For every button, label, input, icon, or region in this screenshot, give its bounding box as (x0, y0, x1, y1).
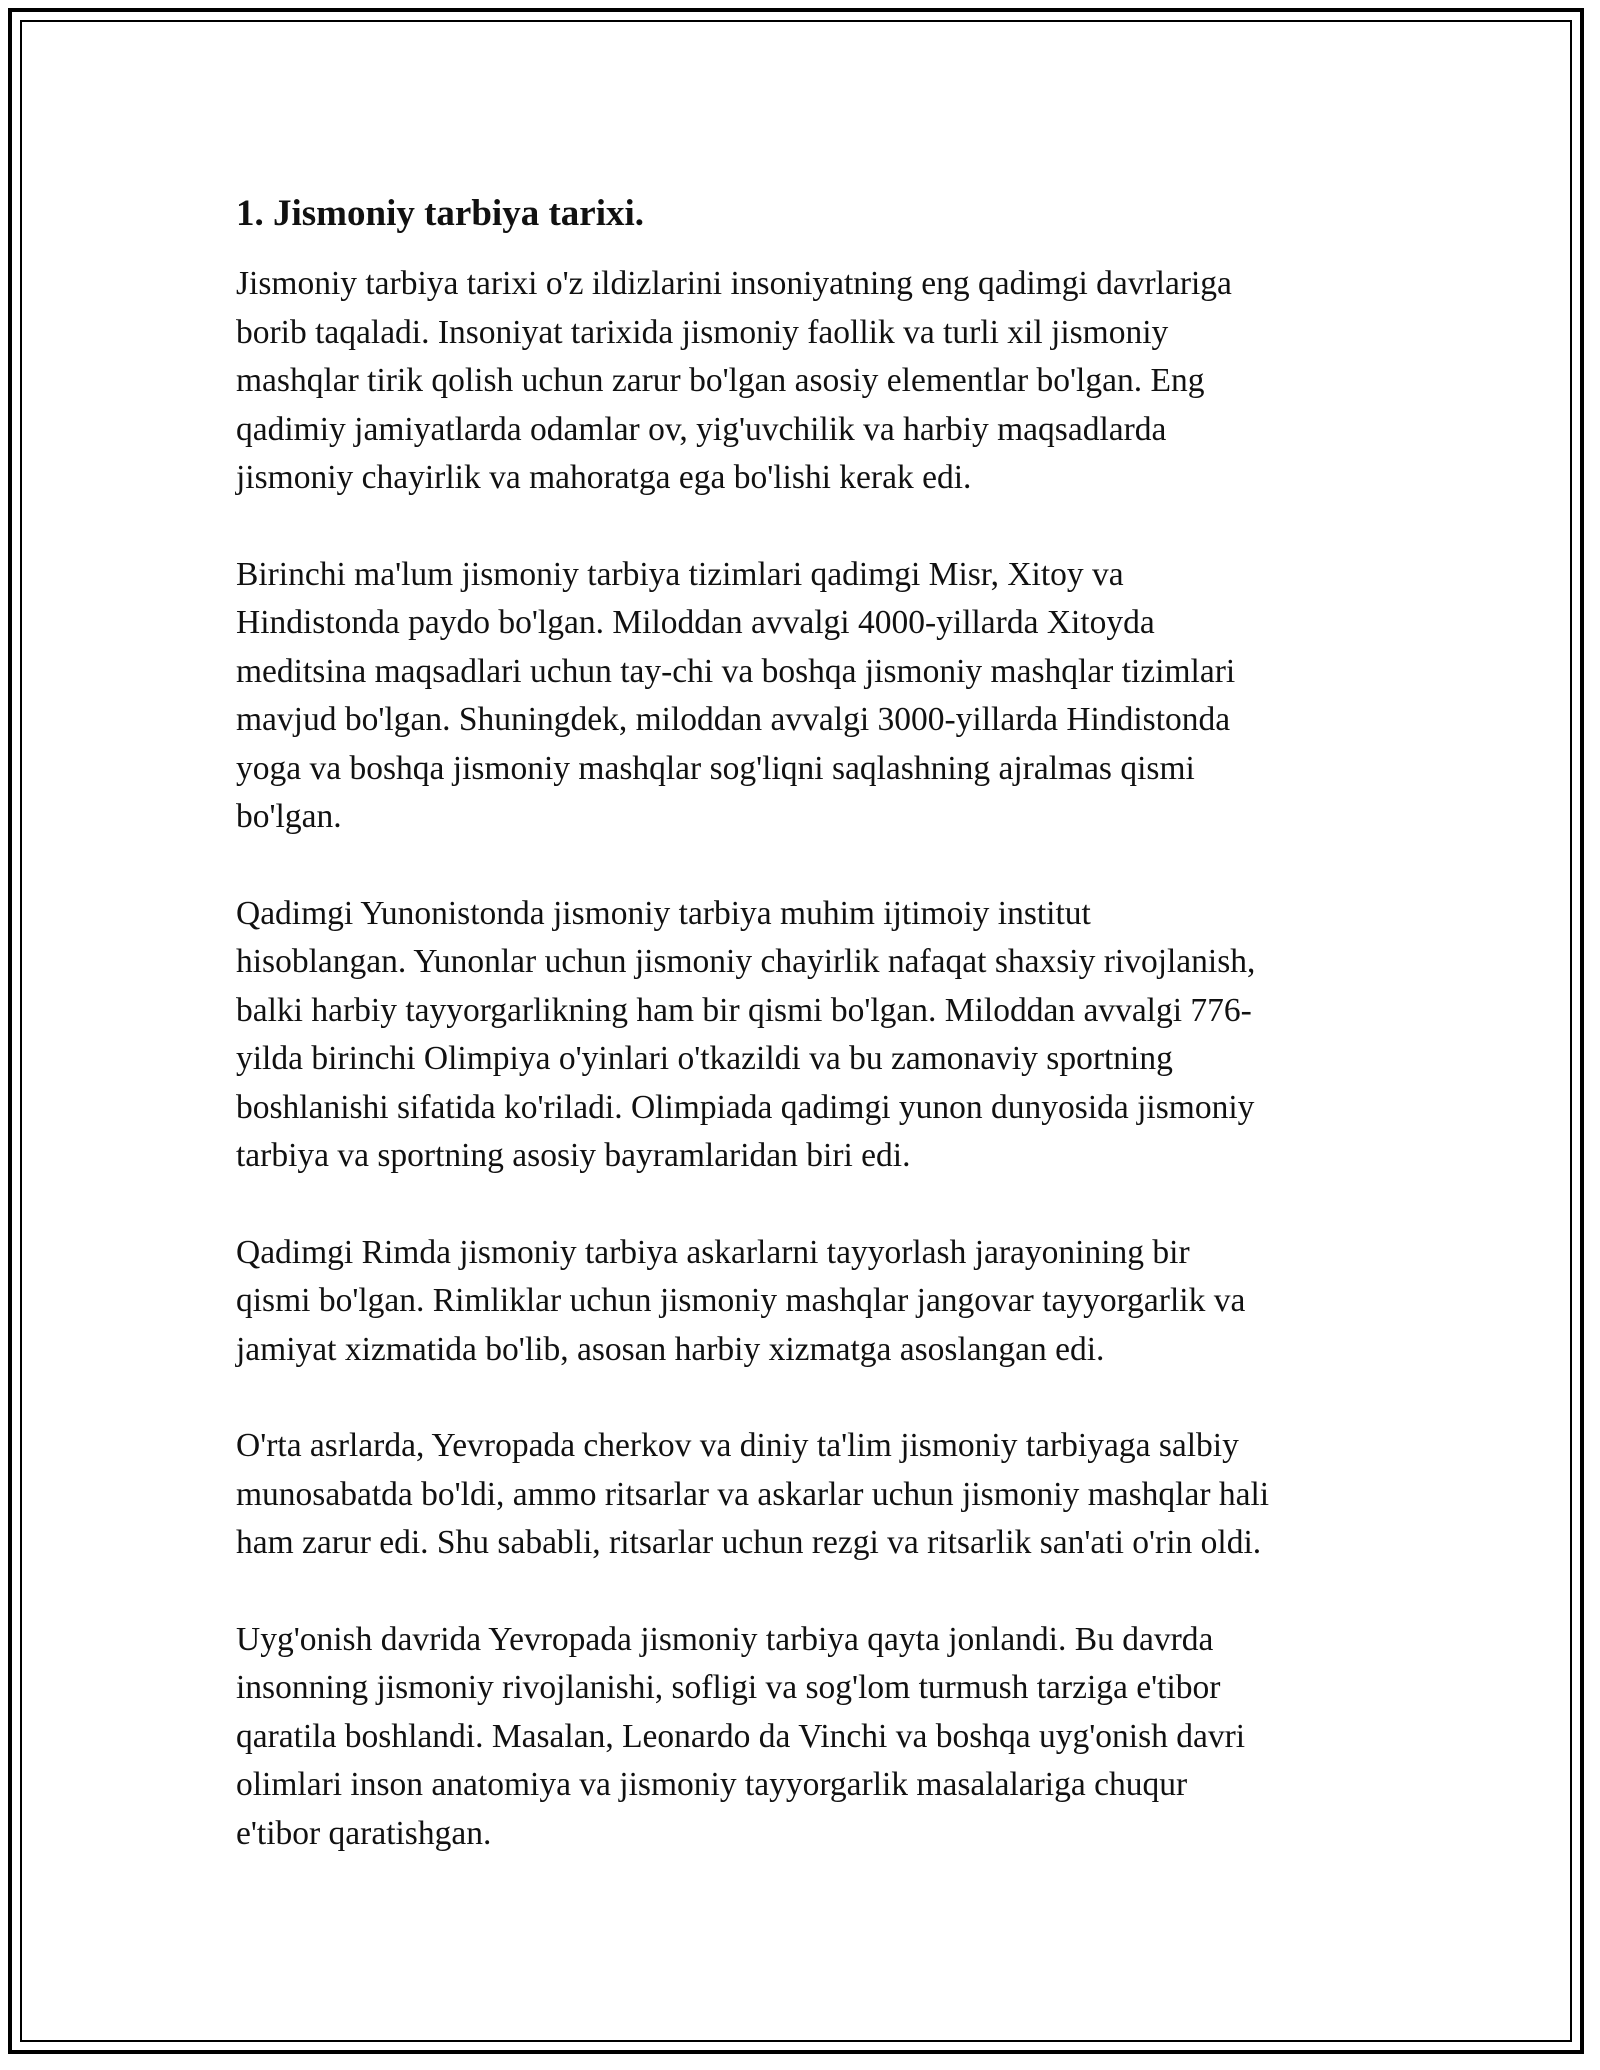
paragraph-3 (236, 890, 1416, 1181)
paragraph-1 (236, 260, 1416, 503)
text-line: boshlanishi sifatida ko'riladi. Olimpiada qadimgi yunon dunyosida jismoniy (236, 1088, 1255, 1126)
text-line: Uyg'onish davrida Yevropada jismoniy tarbiya qayta jonlandi. Bu davrda (236, 1620, 1214, 1658)
text-line: tarbiya va sportning asosiy bayramlaridan biri edi. (236, 1137, 911, 1174)
text-line: meditsina maqsadlari uchun tay-chi va boshqa jismoniy mashqlar tizimlari (236, 652, 1236, 690)
text-line: munosabatda bo'ldi, ammo ritsarlar va askarlar uchun jismoniy mashqlar hali (236, 1475, 1270, 1513)
text-line: mavjud bo'lgan. Shuningdek, miloddan avvalgi 3000-yillarda Hindistonda (236, 701, 1231, 738)
paragraph-4 (236, 1229, 1416, 1375)
text-line: Hindistonda paydo bo'lgan. Miloddan avvalgi 4000-yillarda Xitoyda (236, 604, 1155, 641)
text-line: qaratila boshlandi. Masalan, Leonardo da Vinchi va boshqa uyg'onish davri (236, 1717, 1246, 1755)
text-line: mashqlar tirik qolish uchun zarur bo'lgan asosiy elementlar bo'lgan. Eng (236, 362, 1205, 399)
text-line: hisoblangan. Yunonlar uchun jismoniy chayirlik nafaqat shaxsiy rivojlanish, (236, 943, 1256, 980)
text-line: qismi bo'lgan. Rimliklar uchun jismoniy mashqlar jangovar tayyorgarlik va (236, 1282, 1246, 1319)
text-line: Qadimgi Yunonistonda jismoniy tarbiya muhim ijtimoiy institut (236, 894, 1091, 932)
text-line: borib taqaladi. Insoniyat tarixida jismoniy faollik va turli xil jismoniy (236, 313, 1169, 351)
document-body (236, 190, 1416, 1906)
text-line: O'rta asrlarda, Yevropada cherkov va diniy ta'lim jismoniy tarbiyaga salbiy (236, 1427, 1239, 1464)
text-line: jismoniy chayirlik va mahoratga ega bo'lishi kerak edi. (236, 459, 972, 496)
text-line: Birinchi ma'lum jismoniy tarbiya tizimlari qadimgi Misr, Xitoy va (236, 555, 1124, 593)
paragraph-6 (236, 1616, 1416, 1859)
text-line: e'tibor qaratishgan. (236, 1814, 492, 1852)
text-line: Qadimgi Rimda jismoniy tarbiya askarlarni tayyorlash jarayonining bir (236, 1233, 1190, 1271)
text-line: bo'lgan. (236, 798, 342, 835)
text-line: yilda birinchi Olimpiya o'yinlari o'tkazildi va bu zamonaviy sportning (236, 1040, 1173, 1077)
section-heading: 1. Jismoniy tarbiya tarixi. (236, 193, 645, 234)
text-line: insonning jismoniy rivojlanishi, sofligi va sog'lom turmush tarziga e'tibor (236, 1669, 1221, 1706)
text-line: balki harbiy tayyorgarlikning ham bir qismi bo'lgan. Miloddan avvalgi 776- (236, 991, 1252, 1029)
text-line: Jismoniy tarbiya tarixi o'z ildizlarini insoniyatning eng qadimgi davrlariga (236, 265, 1232, 302)
paragraph-5 (236, 1422, 1416, 1568)
paragraph-list (236, 260, 1416, 1858)
text-line: yoga va boshqa jismoniy mashqlar sog'liqni saqlashning ajralmas qismi (236, 749, 1195, 787)
text-line: jamiyat xizmatida bo'lib, asosan harbiy xizmatga asoslangan edi. (236, 1330, 1105, 1368)
text-line: qadimiy jamiyatlarda odamlar ov, yig'uvchilik va harbiy maqsadlarda (236, 410, 1167, 448)
paragraph-2 (236, 551, 1416, 842)
text-line: olimlari inson anatomiya va jismoniy tayyorgarlik masalalariga chuqur (236, 1766, 1188, 1803)
text-line: ham zarur edi. Shu sababli, ritsarlar uchun rezgi va ritsarlik san'ati o'rin oldi. (236, 1524, 1262, 1561)
